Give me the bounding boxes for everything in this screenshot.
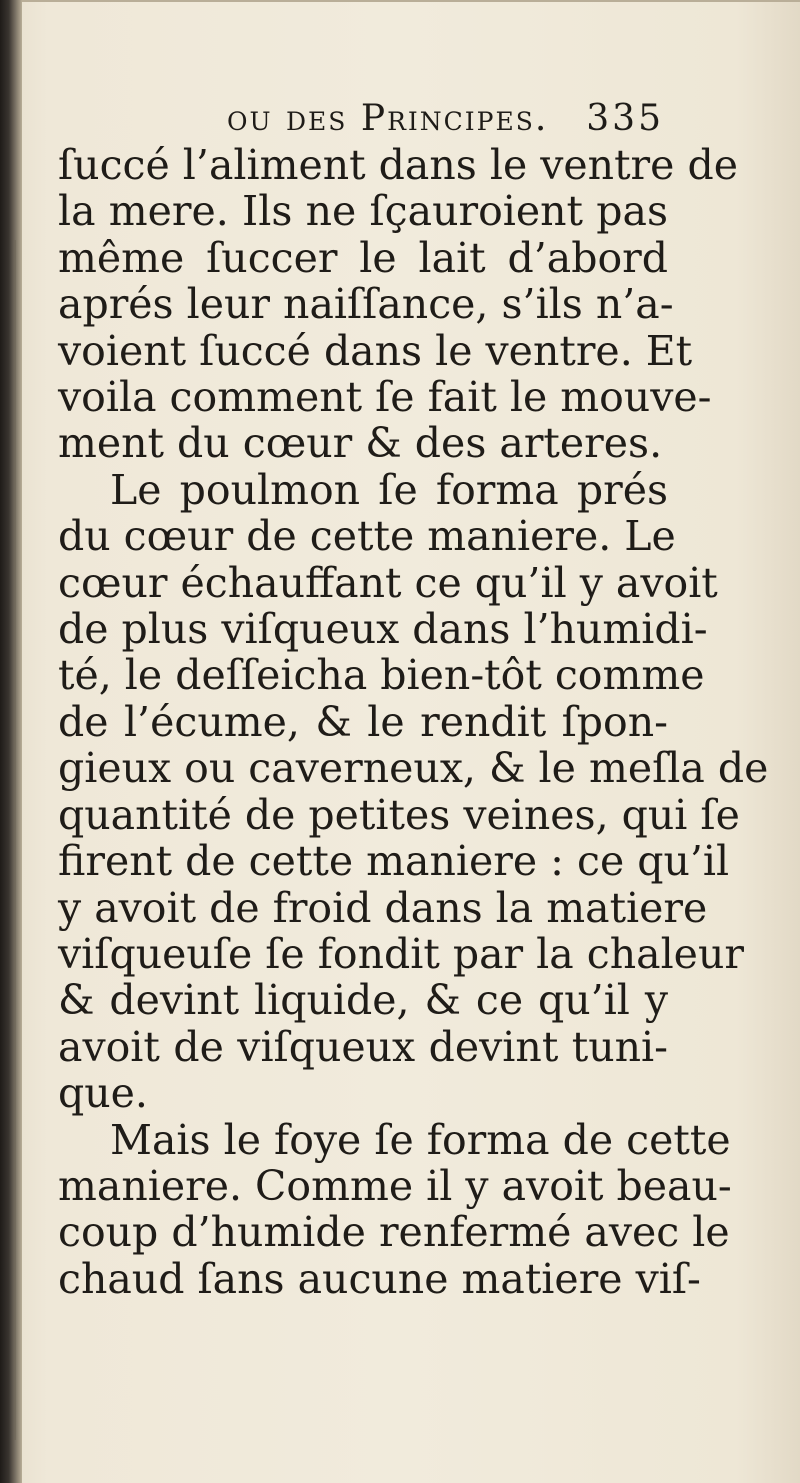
text-line: avoit de viſqueux devint tuni- bbox=[58, 1022, 668, 1071]
text-line: voila comment ſe fait le mouve- bbox=[58, 373, 712, 422]
text-line: & devint liquide, & ce qu’il y bbox=[58, 976, 668, 1025]
text-line: maniere. Comme il y avoit beau- bbox=[58, 1161, 732, 1210]
text-line: chaud ſans aucune matiere viſ- bbox=[58, 1254, 701, 1303]
text-line: aprés leur naiſſance, s’ils n’a- bbox=[58, 280, 674, 329]
text-line: y avoit de froid dans la matiere bbox=[58, 883, 708, 932]
text-line: ment du cœur & des arteres. bbox=[58, 419, 663, 468]
text-block bbox=[58, 96, 769, 1303]
text-line: que. bbox=[58, 1069, 148, 1118]
page-number: 335 bbox=[586, 98, 664, 139]
running-head bbox=[58, 96, 668, 142]
text-line: de l’écume, & le rendit ſpon- bbox=[58, 697, 668, 746]
text-line: ſuccé l’aliment dans le ventre de bbox=[58, 141, 738, 189]
text-line: gieux ou caverneux, & le meſla de bbox=[58, 744, 769, 793]
paragraph-2 bbox=[58, 465, 769, 1118]
page-top-edge bbox=[0, 0, 800, 2]
text-line: Mais le foye ſe forma de cette bbox=[110, 1115, 731, 1164]
paragraph-1 bbox=[58, 141, 738, 468]
text-line: la mere. Ils ne ſçauroient pas bbox=[58, 187, 668, 236]
book-spine bbox=[0, 0, 22, 1483]
gutter-line bbox=[14, 240, 16, 1440]
text-line: quantité de petites veines, qui ſe bbox=[58, 790, 740, 839]
paragraph-3 bbox=[58, 1115, 732, 1303]
text-line: de plus viſqueux dans l’humidi- bbox=[58, 605, 708, 654]
text-line: Le poulmon ſe forma prés bbox=[110, 465, 668, 514]
text-line: coup d’humide renfermé avec le bbox=[58, 1208, 730, 1257]
text-line: du cœur de cette maniere. Le bbox=[58, 512, 676, 561]
running-title: ou des Principes. bbox=[226, 98, 549, 139]
text-line: même ſuccer le lait d’abord bbox=[58, 233, 668, 282]
text-line: firent de cette maniere : ce qu’il bbox=[58, 837, 730, 886]
text-line: té, le deſſeicha bien-tôt comme bbox=[58, 651, 705, 700]
text-line: cœur échauffant ce qu’il y avoit bbox=[58, 558, 718, 607]
text-line: voient ſuccé dans le ventre. Et bbox=[58, 326, 693, 375]
text-line: viſqueuſe ſe fondit par la chaleur bbox=[58, 929, 744, 978]
